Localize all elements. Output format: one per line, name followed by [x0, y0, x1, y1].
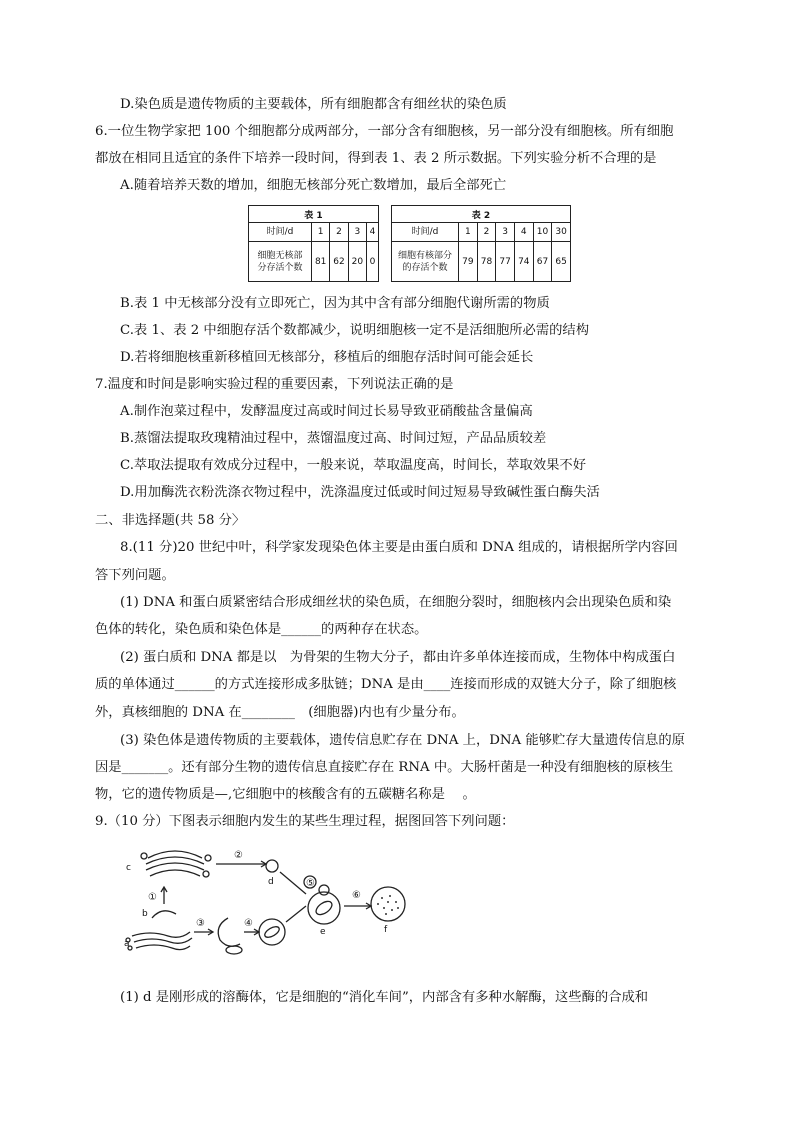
- q6-option-b: B.表 1 中无核部分没有立即死亡，因为其中含有部分细胞代谢所需的物质: [120, 296, 550, 311]
- table-1-day: 3: [348, 223, 366, 242]
- q6-option-d: D.若将细胞核重新移植回无核部分，移植后的细胞存活时间可能会延长: [120, 350, 534, 365]
- table-1-row-label: 细胞无核部 分存活个数: [249, 242, 312, 282]
- table-1: [248, 205, 379, 282]
- q8-part2-2: 质的单体通过______的方式连接形成多肽链；DNA 是由____连接而形成的双链大分子，除了细胞核: [95, 677, 677, 692]
- q6-option-a: A.随着培养天数的增加，细胞无核部分死亡数增加，最后全部死亡: [120, 178, 507, 193]
- table-2-value: 67: [533, 242, 552, 282]
- q6-stem-2: 都放在相同且适宜的条件下培养一段时间，得到表 1、表 2 所示数据。下列实验分析不合理的是: [95, 151, 657, 166]
- table-1-time-label: 时间/d: [249, 223, 312, 242]
- step-3: ③: [196, 918, 205, 929]
- table-1-value: 20: [348, 242, 366, 282]
- table-1-value: 81: [312, 242, 330, 282]
- q7-stem: 7.温度和时间是影响实验过程的重要因素，下列说法正确的是: [95, 377, 454, 392]
- q8-part3-2: 因是_______。还有部分生物的遗传信息直接贮存在 RNA 中。大肠杆菌是一种没有细胞核的原核生: [95, 760, 674, 775]
- q9-stem: 9.（10 分）下图表示细胞内发生的某些生理过程，据图回答下列问题：: [95, 814, 515, 829]
- step-2: ②: [234, 850, 243, 861]
- table-2-row-label: 细胞有核部分 的存活个数: [392, 242, 459, 282]
- table-2-day: 3: [496, 223, 515, 242]
- table-1-day: 1: [312, 223, 330, 242]
- q6-option-c: C.表 1、表 2 中细胞存活个数都减少，说明细胞核一定不是活细胞所必需的结构: [120, 323, 590, 338]
- table-1-day: 4: [367, 223, 379, 242]
- q8-stem-1: 8.(11 分)20 世纪中叶，科学家发现染色体主要是由蛋白质和 DNA 组成的，请根据所学内容回: [120, 540, 678, 555]
- table-2-day: 4: [514, 223, 533, 242]
- q8-part3-3: 物，它的遗传物质是—,它细胞中的核酸含有的五碳糖名称是 。: [95, 787, 476, 802]
- label-b: b: [142, 909, 148, 919]
- table-2-value: 79: [459, 242, 478, 282]
- table-2-value: 77: [496, 242, 515, 282]
- step-4: ④: [244, 918, 253, 929]
- table-1-value: 0: [367, 242, 379, 282]
- table-1-value: 62: [330, 242, 348, 282]
- table-2-day: 30: [552, 223, 571, 242]
- table-1-caption: 表 1: [249, 206, 379, 223]
- table-2-time-label: 时间/d: [392, 223, 459, 242]
- q7-option-a: A.制作泡菜过程中，发酵温度过高或时间过长易导致亚硝酸盐含量偏高: [120, 404, 533, 419]
- table-2-day: 2: [477, 223, 496, 242]
- table-2-caption: 表 2: [392, 206, 571, 223]
- table-2: [391, 205, 571, 282]
- q8-part3-1: (3) 染色体是遗传物质的主要载体，遗传信息贮存在 DNA 上，DNA 能够贮存大量遗传信息的原: [120, 733, 685, 748]
- q7-option-c: C.萃取法提取有效成分过程中，一般来说，萃取温度高，时间长，萃取效果不好: [120, 458, 587, 473]
- label-d: d: [268, 877, 274, 887]
- table-2-value: 65: [552, 242, 571, 282]
- q7-option-b: B.蒸馏法提取玫瑰精油过程中，蒸馏温度过高、时间过短，产品品质较差: [120, 431, 547, 446]
- cell-process-diagram: [120, 836, 420, 966]
- q8-part2-3: 外，真核细胞的 DNA 在________ (细胞器)内也有少量分布。: [95, 705, 465, 720]
- label-e: e: [320, 927, 326, 937]
- step-1: ①: [148, 892, 157, 903]
- label-f: f: [384, 925, 388, 935]
- q8-stem-2: 答下列问题。: [95, 568, 175, 583]
- section-heading: 二、非选择题(共 58 分〉: [95, 513, 246, 528]
- label-a: a: [124, 939, 130, 949]
- step-5: ⑤: [306, 878, 315, 889]
- q7-option-d: D.用加酶洗衣粉洗涤衣物过程中，洗涤温度过低或时间过短易导致碱性蛋白酶失活: [120, 485, 600, 500]
- q8-part2-1: (2) 蛋白质和 DNA 都是以 为骨架的生物大分子，都由许多单体连接而成，生物体中构成蛋白: [120, 650, 676, 665]
- q8-part1-1: (1) DNA 和蛋白质紧密结合形成细丝状的染色质，在细胞分裂时，细胞核内会出现染色质和染: [120, 595, 672, 610]
- q6-stem-1: 6.一位生物学家把 100 个细胞都分成两部分，一部分含有细胞核，另一部分没有细胞核。所有细胞: [95, 124, 674, 139]
- label-c: c: [126, 863, 131, 873]
- q9-part1: (1) d 是刚形成的溶酶体，它是细胞的“消化车间”，内部含有多种水解酶，这些酶的合成和: [120, 990, 649, 1005]
- table-1-day: 2: [330, 223, 348, 242]
- table-2-day: 10: [533, 223, 552, 242]
- table-2-value: 78: [477, 242, 496, 282]
- q5-option-d: D.染色质是遗传物质的主要载体，所有细胞都含有细丝状的染色质: [120, 97, 507, 112]
- table-2-day: 1: [459, 223, 478, 242]
- table-2-value: 74: [514, 242, 533, 282]
- q8-part1-2: 色体的转化，染色质和染色体是______的两种存在状态。: [95, 622, 428, 637]
- step-6: ⑥: [352, 890, 361, 901]
